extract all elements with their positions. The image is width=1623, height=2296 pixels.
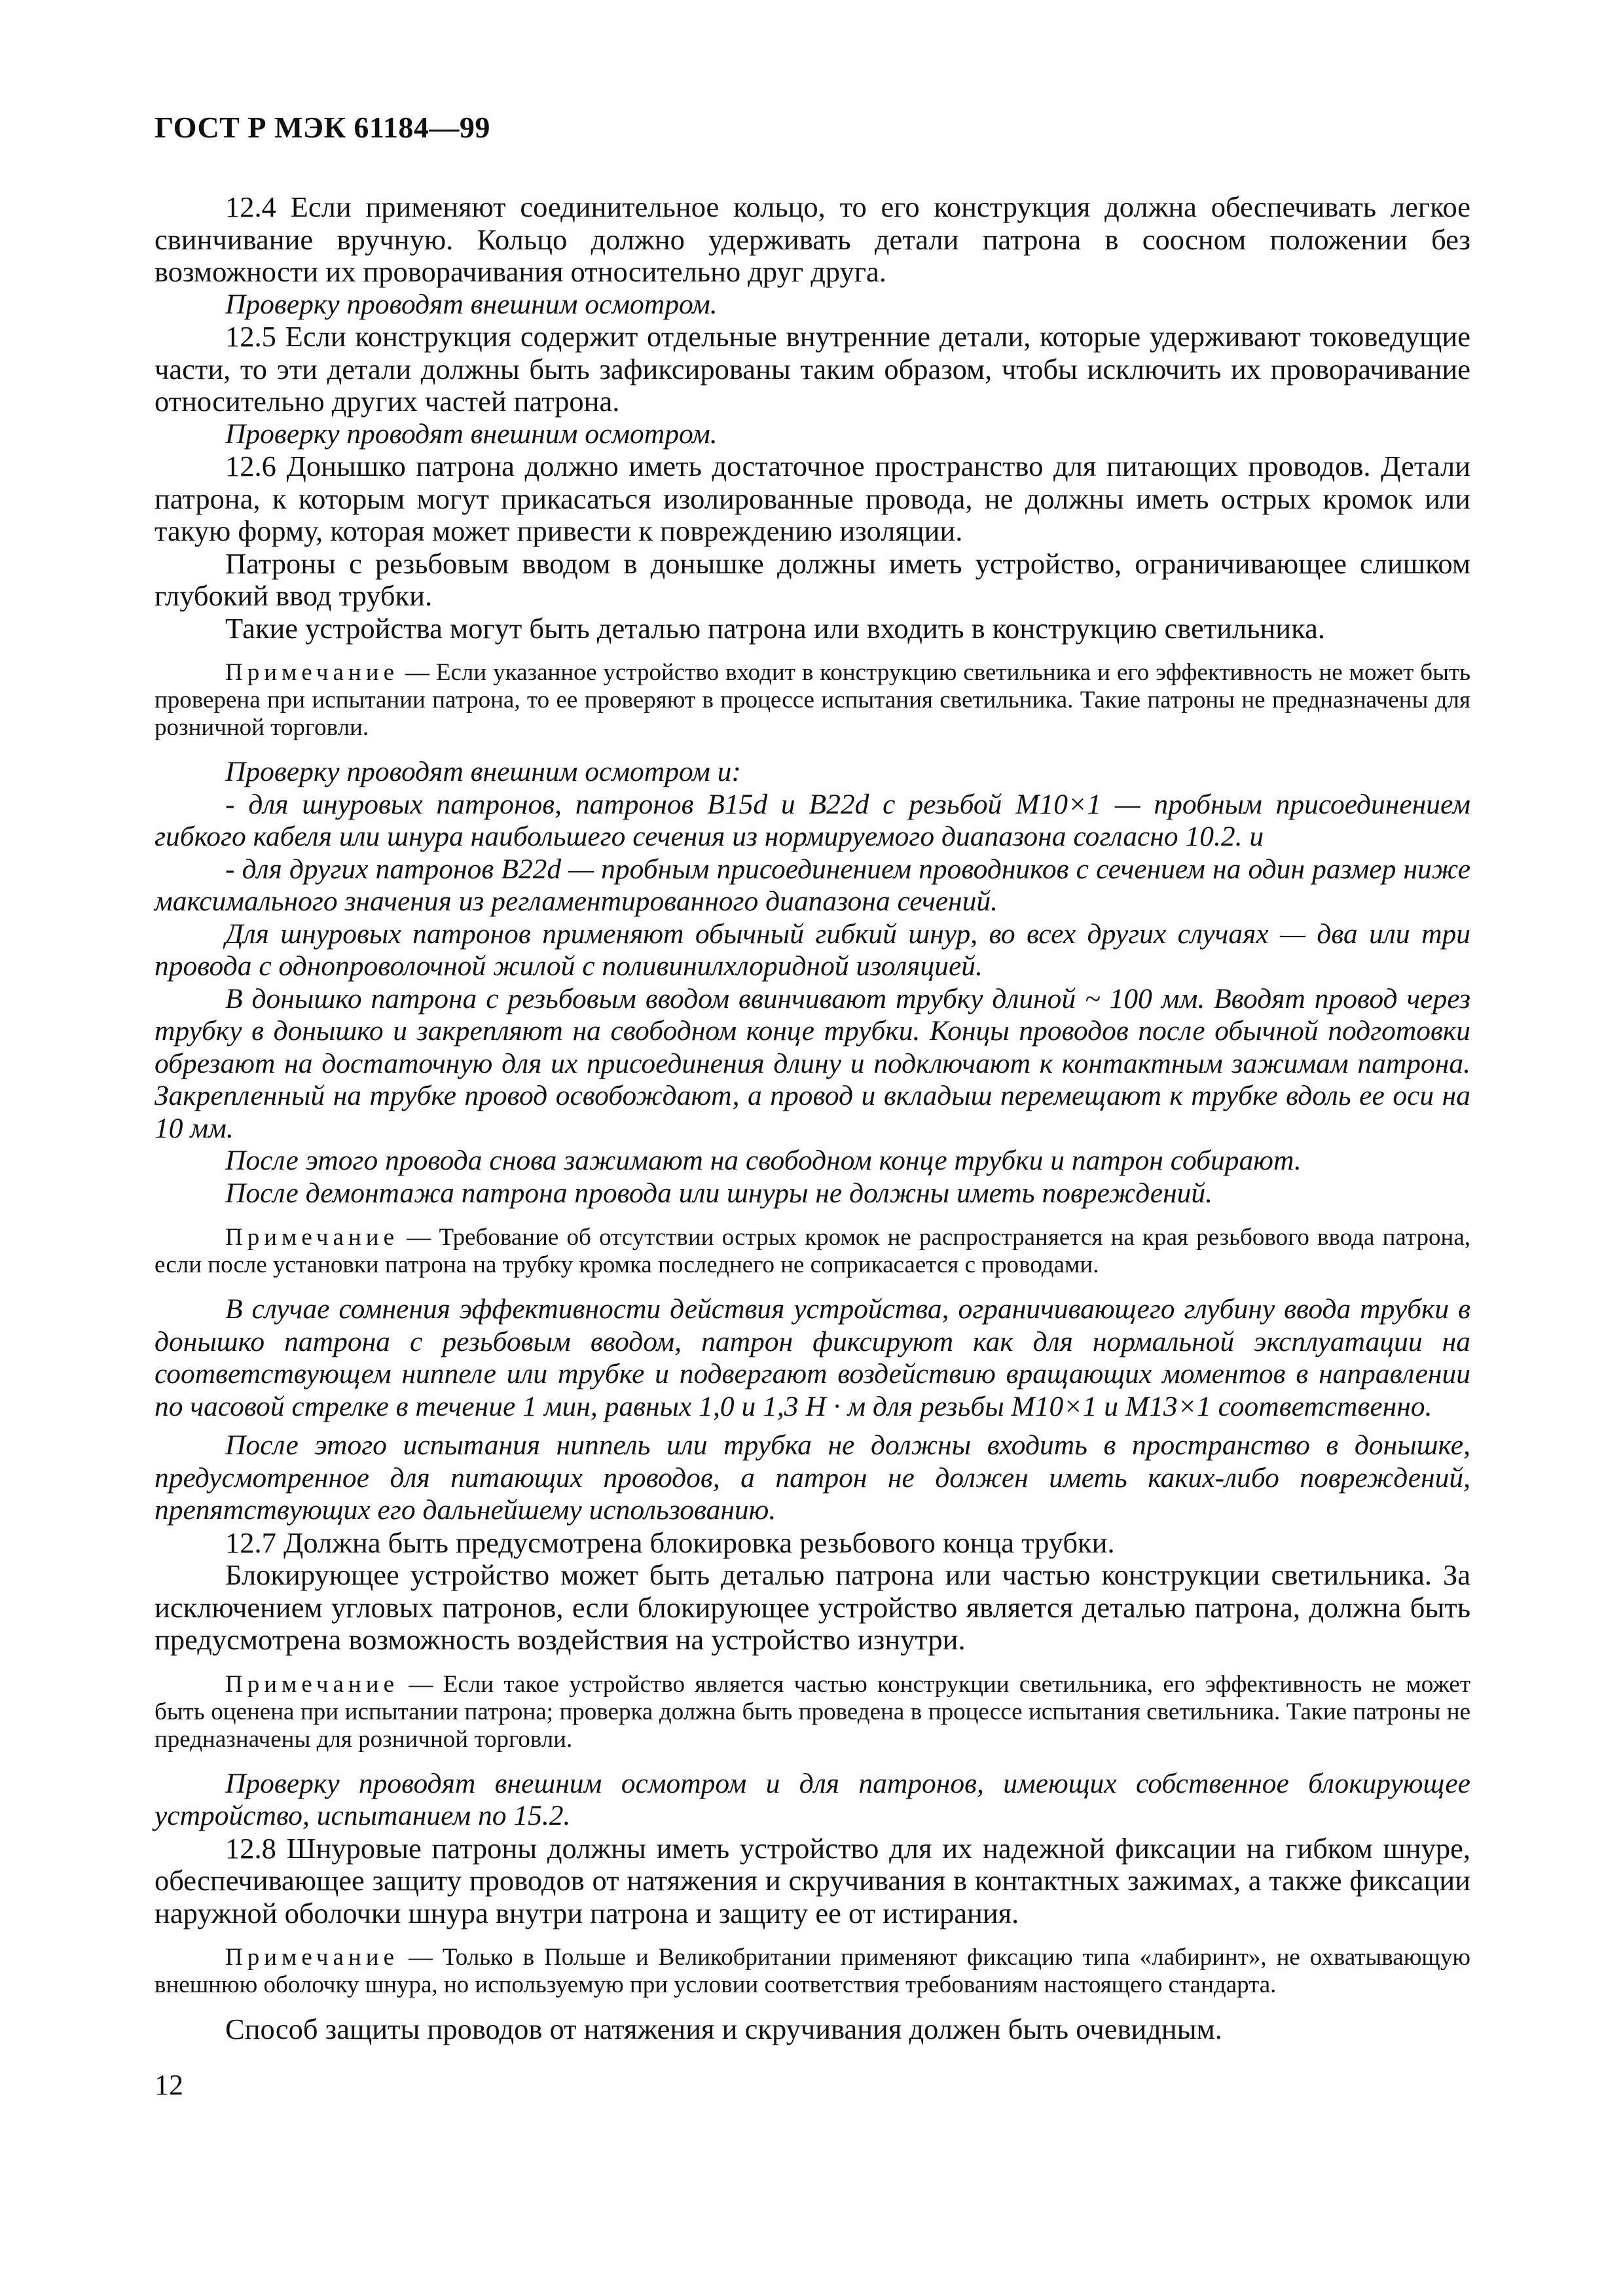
note	[155, 659, 1470, 742]
note-text: — Требование об отсутствии острых кромок не распространяется на края резьбового ввода патрона, если после установки патрона на трубку кромка последнего не соприкасается с проводами.	[155, 1224, 1470, 1278]
paragraph: Блокирующее устройство может быть деталью патрона или частью конструкции светильника. За исключением угловых патронов, если блокирующее устройство является деталью патрона, должна быть предусмотрена возможность воздействия на устройство изнутри.	[155, 1558, 1470, 1656]
check-text: Для шнуровых патронов применяют обычный гибкий шнур, во всех других случаях — два или три провода с однопроволочной жилой с поливинилхлоридной изоляцией.	[155, 918, 1470, 982]
document-body	[155, 191, 1470, 2046]
check-text: Проверку проводят внешним осмотром.	[225, 288, 718, 320]
note-label: Примечание	[225, 1944, 399, 1971]
note-text: — Если такое устройство является частью конструкции светильника, его эффективность не может быть оценена при испытании патрона; проверка должна быть проведена в процессе испытания светильника. Такие патроны не предназначены для розничной торговли.	[155, 1670, 1470, 1753]
check-text: В случае сомнения эффективности действия устройства, ограничивающего глубину ввода трубки в донышко патрона с резьбовым вводом, патрон фиксируют как для нормальной эксплуатации на соответствующем ниппеле или трубке и подвергают воздействию вращающих моментов в направлении по часовой стрелке в течение 1 мин, равных 1,0 и 1,3 Н · м для резьбы M10×1 и M13×1 соответственно.	[155, 1293, 1470, 1422]
clause-12-4: 12.4 Если применяют соединительное кольцо, то его конструкция должна обеспечивать легкое свинчивание вручную. Кольцо должно удерживать детали патрона в соосном положении без возможности их проворачивания относительно друг друга.	[155, 190, 1470, 288]
paragraph: Такие устройства могут быть деталью патрона или входить в конструкцию светильника.	[225, 611, 1325, 645]
note-label: Примечание	[225, 1224, 399, 1251]
check-text: После этого провода снова зажимают на свободном конце трубки и патрон собирают.	[225, 1145, 1302, 1176]
check-item: - для других патронов B22d — пробным присоединением проводников с сечением на один размер ниже максимального значения из регламентированного диапазона сечений.	[155, 853, 1470, 917]
check-text: Проверку проводят внешним осмотром и:	[225, 756, 741, 787]
note	[155, 1224, 1470, 1279]
check-text: После этого испытания ниппель или трубка не должны входить в пространство в донышке, предусмотренное для питающих проводов, а патрон не должен иметь каких-либо повреждений, препятствующих его дальнейшему использованию.	[155, 1429, 1470, 1526]
clause-12-7: 12.7 Должна быть предусмотрена блокировка резьбового конца трубки.	[225, 1526, 1115, 1559]
paragraph: Способ защиты проводов от натяжения и скручивания должен быть очевидным.	[225, 2013, 1222, 2045]
note-label: Примечание	[225, 659, 399, 686]
page-number: 12	[155, 2069, 183, 2101]
check-text: После демонтажа патрона провода или шнуры не должны иметь повреждений.	[225, 1177, 1213, 1209]
check-text: Проверку проводят внешним осмотром.	[225, 418, 718, 450]
document-header: ГОСТ Р МЭК 61184—99	[155, 111, 490, 144]
paragraph: Патроны с резьбовым вводом в донышке должны иметь устройство, ограничивающее слишком глубокий ввод трубки.	[155, 547, 1470, 612]
clause-12-6: 12.6 Донышко патрона должно иметь достаточное пространство для питающих проводов. Детали патрона, к которым могут прикасаться изолированные провода, не должны иметь острых кромок или такую форму, которая может привести к повреждению изоляции.	[155, 450, 1470, 547]
note-label: Примечание	[225, 1670, 399, 1698]
note	[155, 1944, 1470, 1999]
check-item: - для шнуровых патронов, патронов B15d и B22d с резьбой M10×1 — пробным присоединением гибкого кабеля или шнура наибольшего сечения из нормируемого диапазона согласно 10.2. и	[155, 788, 1470, 852]
check-text: Проверку проводят внешним осмотром и для патронов, имеющих собственное блокирующее устройство, испытанием по 15.2.	[155, 1767, 1470, 1831]
note	[155, 1671, 1470, 1753]
clause-12-8: 12.8 Шнуровые патроны должны иметь устройство для их надежной фиксации на гибком шнуре, обеспечивающее защиту проводов от натяжения и скручивания в контактных зажимах, а также фиксации наружной оболочки шнура внутри патрона и защиту ее от истирания.	[155, 1831, 1470, 1929]
note-text: — Если указанное устройство входит в конструкцию светильника и его эффективность не может быть проверена при испытании патрона, то ее проверяют в процессе испытания светильника. Такие патроны не предназначены для розничной торговли.	[155, 659, 1470, 741]
note-text: — Только в Польше и Великобритании применяют фиксацию типа «лабиринт», не охватывающую внешнюю оболочку шнура, но используемую при условии соответствия требованиям настоящего стандарта.	[155, 1944, 1470, 1998]
check-text: В донышко патрона с резьбовым вводом ввинчивают трубку длиной ~ 100 мм. Вводят провод через трубку в донышко и закрепляют на свободном конце трубки. Концы проводов после обычной подготовки обрезают на достаточную для их присоединения длину и подключают к контактным зажимам патрона. Закрепленный на трубке провод освобождают, а провод и вкладыш перемещают к трубке вдоль ее оси на 10 мм.	[155, 982, 1470, 1144]
clause-12-5: 12.5 Если конструкция содержит отдельные внутренние детали, которые удерживают токоведущие части, то эти детали должны быть зафиксированы таким образом, чтобы исключить их проворачивание относительно других частей патрона.	[155, 320, 1470, 418]
